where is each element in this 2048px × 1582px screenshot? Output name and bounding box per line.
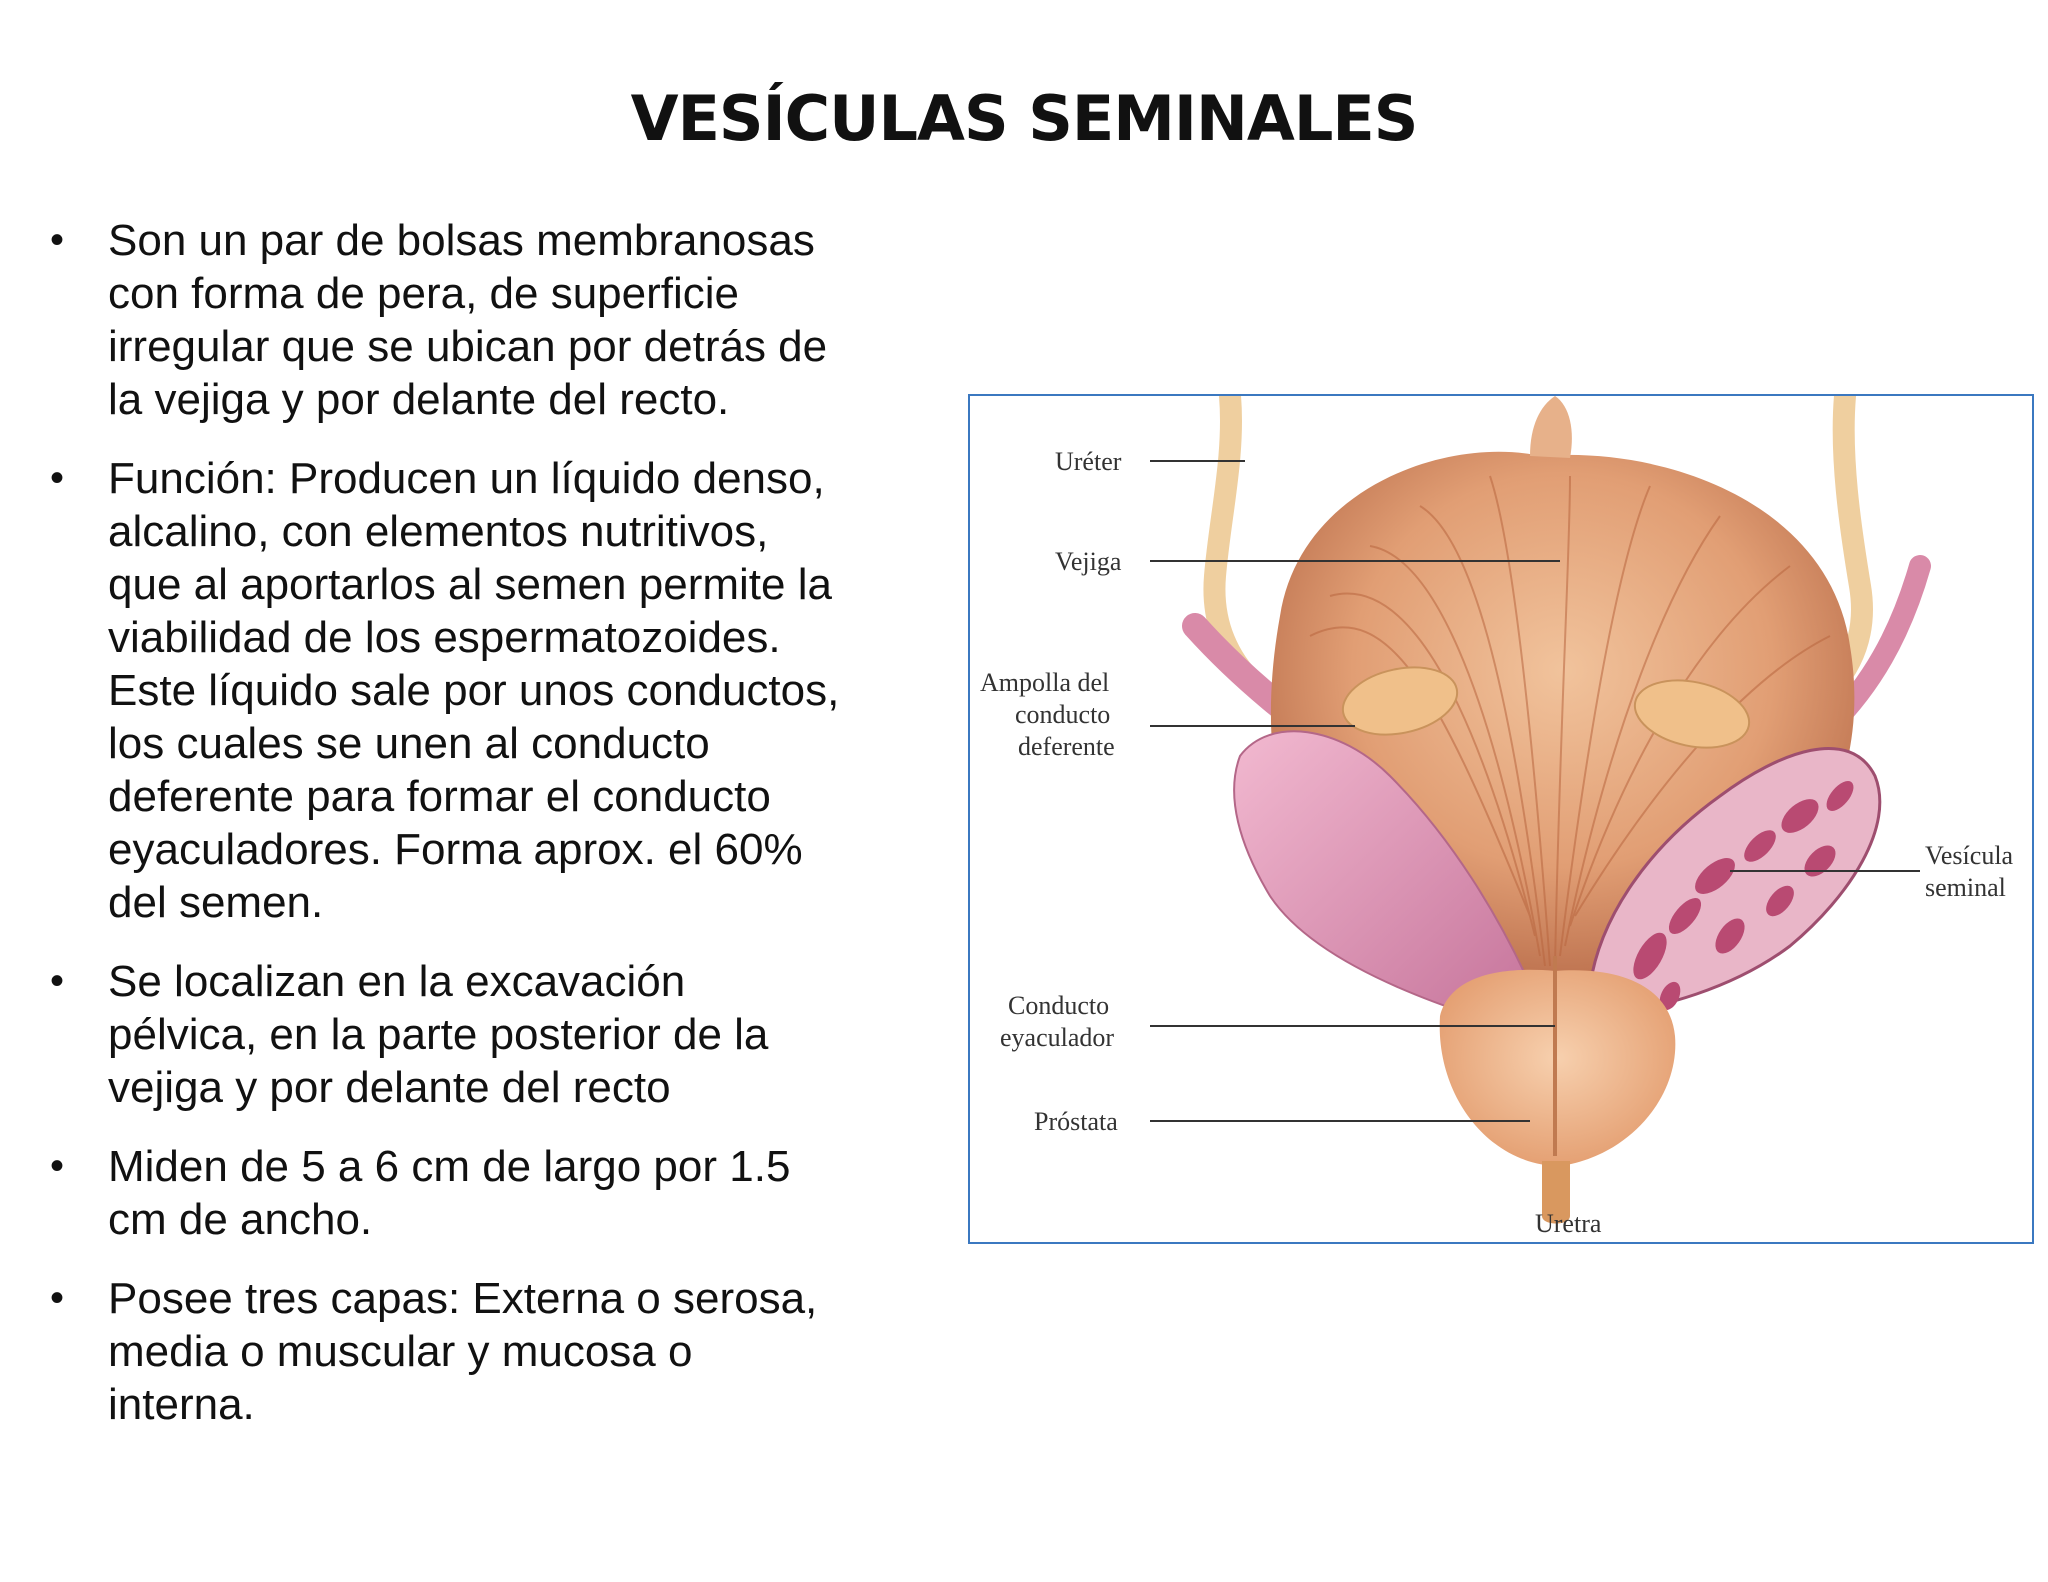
bullet-line: pélvica, en la parte posterior de la [108,1010,769,1059]
bullet-line: Miden de 5 a 6 cm de largo por 1.5 [108,1142,791,1191]
anatomy-figure [968,394,2034,1244]
bullet-line: Este líquido sale por unos conductos, [108,666,840,715]
bullet-marker: • [50,456,65,500]
bullet-line: que al aportarlos al semen permite la [108,560,832,609]
label-prostata: Próstata [1034,1107,1118,1136]
bullet-item [50,1140,950,1246]
bullet-marker: • [50,1276,65,1320]
label-ampolla-line1: Ampolla del [980,668,1110,697]
bullet-line: deferente para formar el conducto [108,772,771,821]
bullet-item [50,955,950,1114]
bullet-line: los cuales se unen al conducto [108,719,710,768]
label-eyaculador-line2: eyaculador [1000,1023,1115,1052]
bullet-marker: • [50,959,65,1003]
bullet-line: irregular que se ubican por detrás de [108,322,828,371]
page-title: VESÍCULAS SEMINALES [630,82,1418,155]
label-ampolla-line2: conducto [1015,700,1111,729]
label-vejiga: Vejiga [1055,547,1122,576]
bullet-line: alcalino, con elementos nutritivos, [108,507,769,556]
bullet-line: Función: Producen un líquido denso, [108,454,825,503]
bullet-line: Se localizan en la excavación [108,957,686,1006]
bullet-marker: • [50,1144,65,1188]
bullet-item [50,214,950,426]
bullet-line: media o muscular y mucosa o [108,1327,693,1376]
bullet-line: cm de ancho. [108,1195,373,1244]
bullet-list [50,214,950,1457]
label-vesicula-line1: Vesícula [1925,841,2014,870]
bullet-line: con forma de pera, de superficie [108,269,740,318]
bullet-item [50,452,950,929]
label-eyaculador-line1: Conducto [1008,991,1110,1020]
bullet-line: interna. [108,1380,255,1429]
bullet-line: vejiga y por delante del recto [108,1063,671,1112]
bladder-apex [1530,396,1572,458]
label-vesicula-line2: seminal [1925,873,2006,902]
bullet-line: Posee tres capas: Externa o serosa, [108,1274,818,1323]
bullet-item [50,1272,950,1431]
bullet-marker: • [50,218,65,262]
bullet-line: viabilidad de los espermatozoides. [108,613,781,662]
anatomy-illustration [970,396,2034,1244]
label-ampolla-line3: deferente [1018,732,1115,761]
bullet-line: la vejiga y por delante del recto. [108,375,730,424]
label-uretra: Uretra [1535,1209,1602,1238]
label-ureter: Uréter [1055,447,1122,476]
prostate-shape [1440,970,1676,1166]
bullet-line: eyaculadores. Forma aprox. el 60% [108,825,803,874]
bullet-line: del semen. [108,878,324,927]
bullet-line: Son un par de bolsas membranosas [108,216,815,265]
